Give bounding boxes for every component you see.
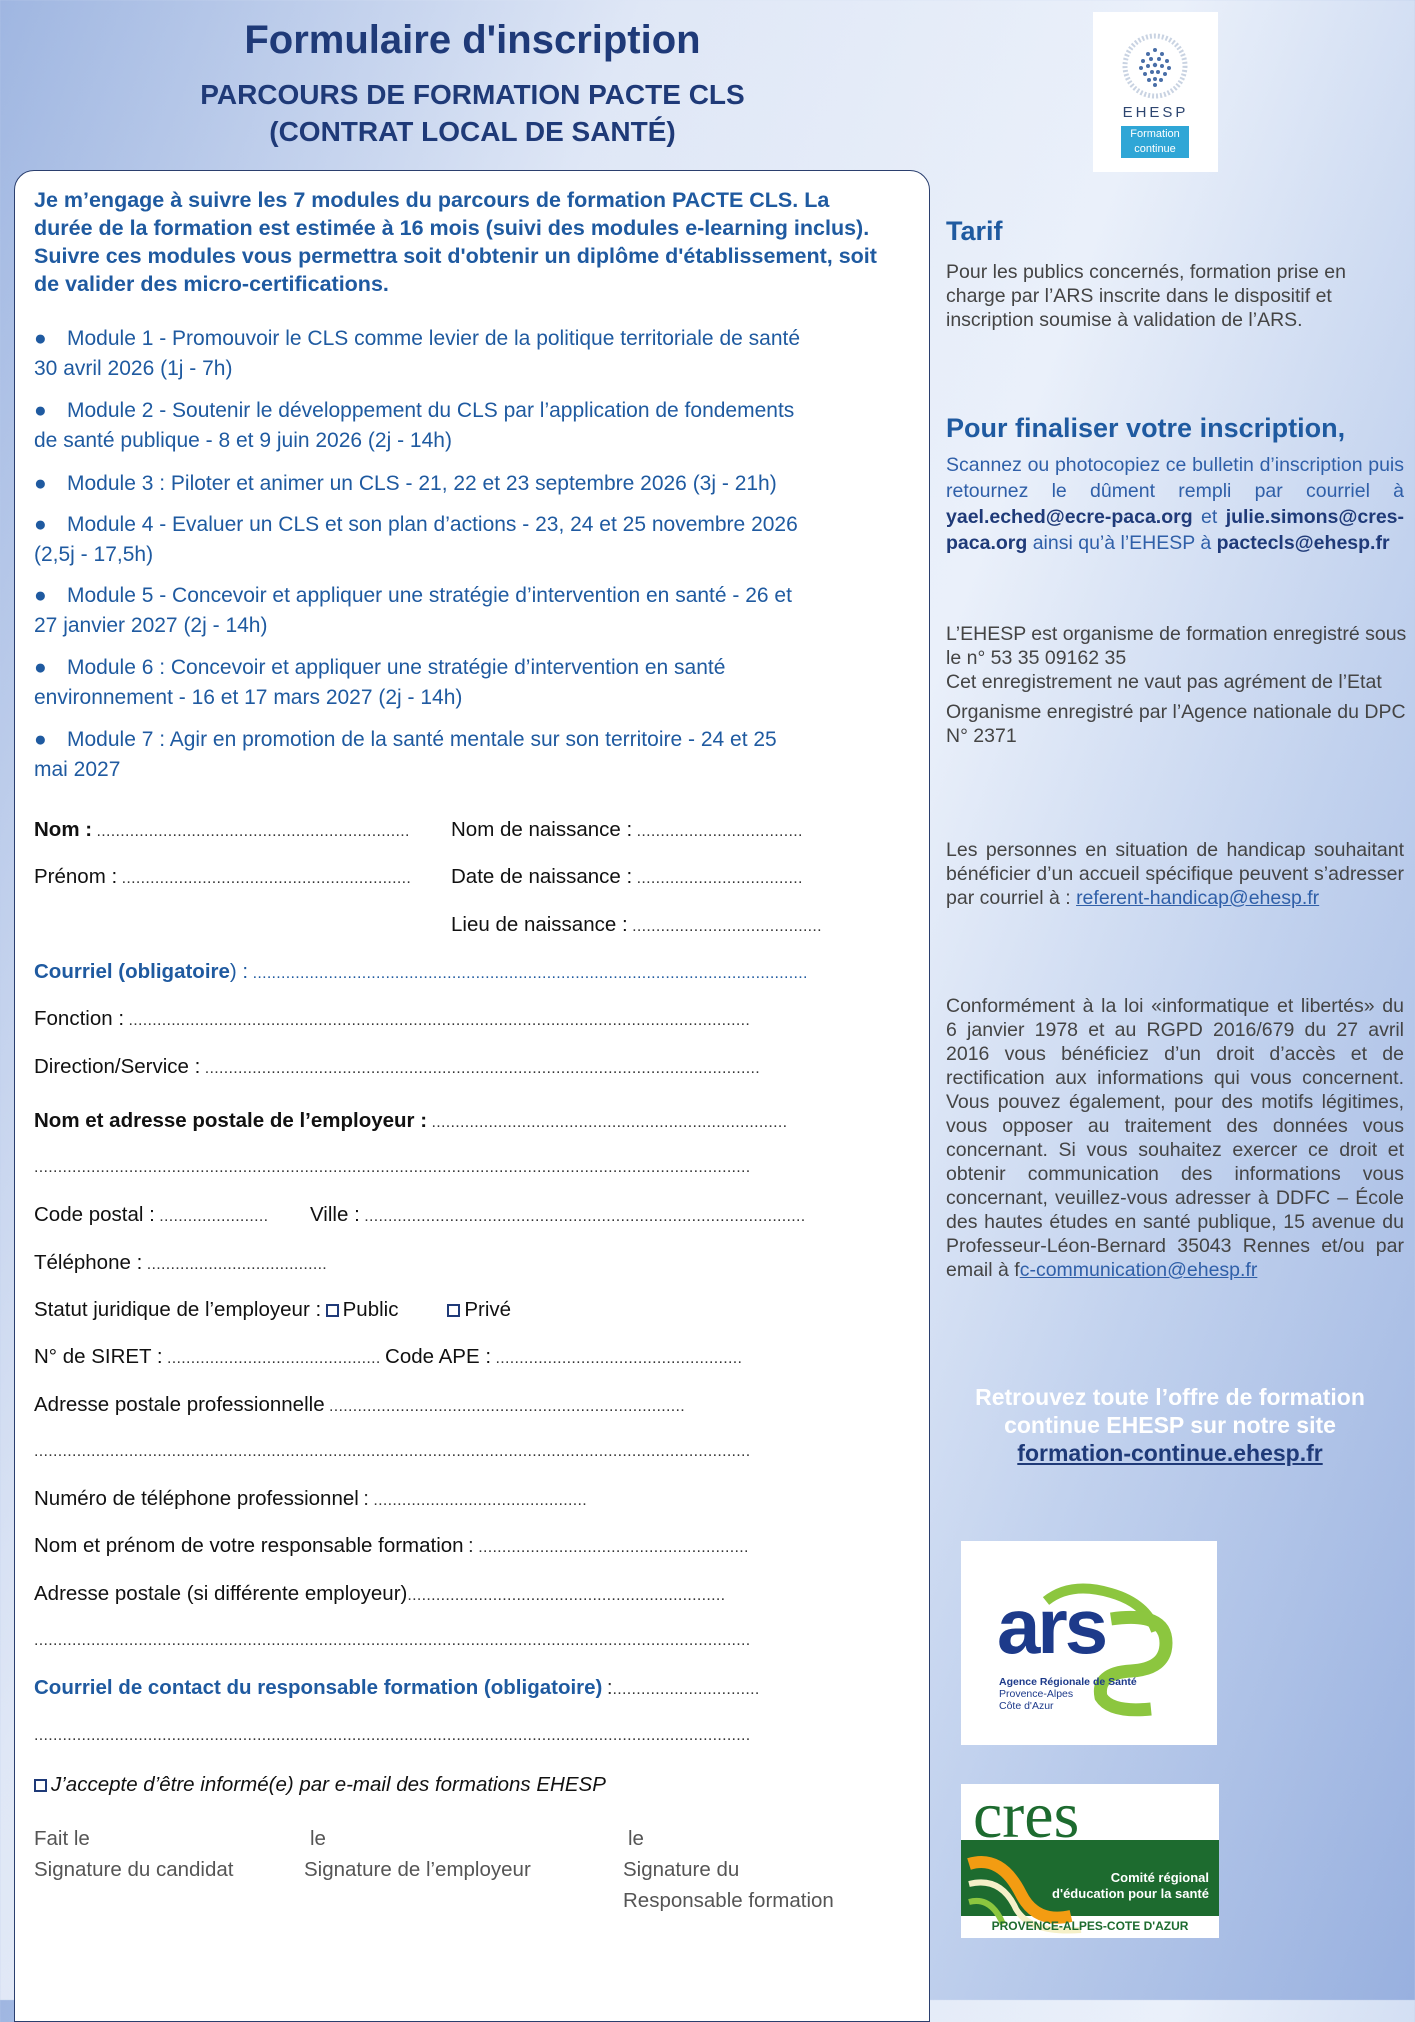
offre-line-1: Retrouvez toute l’offre de formation bbox=[975, 1384, 1365, 1410]
field-tel-pro[interactable]: Numéro de téléphone professionnel : ............................................. bbox=[34, 1487, 587, 1510]
field-code-postal[interactable]: Code postal : ....................... bbox=[34, 1203, 269, 1226]
org-line-2: Cet enregistrement ne vaut pas agrément de l’Etat bbox=[946, 671, 1382, 693]
label-telephone: Téléphone : bbox=[34, 1251, 143, 1274]
rgpd-email[interactable]: c-communication@ehesp.fr bbox=[1019, 1259, 1258, 1281]
tarif-text: Pour les publics concernés, formation prise en charge par l’ARS inscrite dans le dispositif et inscription soumise à validation de l’ARS. bbox=[946, 261, 1346, 331]
label-le-2: le bbox=[628, 1827, 644, 1850]
label-date-naissance: Date de naissance : bbox=[451, 865, 633, 888]
label-fait-le: Fait le bbox=[34, 1827, 90, 1850]
finaliser-ainsi: ainsi qu’à l’EHESP à bbox=[1032, 532, 1212, 554]
label-le-1: le bbox=[310, 1827, 326, 1850]
module-5-line-2: 27 janvier 2027 (2j - 14h) bbox=[34, 614, 268, 637]
module-item: ● Module 5 - Concevoir et appliquer une stratégie d’intervention en santé - 26 et 27 janvier 2027 (2j - 14h) bbox=[34, 581, 904, 641]
label-tel-pro: Numéro de téléphone professionnel bbox=[34, 1487, 359, 1510]
module-6-line-1: Module 6 : Concevoir et appliquer une stratégie d’intervention en santé bbox=[67, 656, 726, 679]
badge-line-1: Formation bbox=[1130, 128, 1180, 140]
org-line-3: Organisme enregistré par l’Agence nationale du DPC N° 2371 bbox=[946, 701, 1406, 747]
label-nom: Nom : bbox=[34, 818, 93, 841]
label-siret: N° de SIRET : bbox=[34, 1345, 163, 1368]
label-responsable: Nom et prénom de votre responsable formation bbox=[34, 1534, 464, 1557]
label-adresse-pro: Adresse postale professionnelle bbox=[34, 1393, 325, 1416]
label-ape: Code APE : bbox=[385, 1345, 492, 1368]
org-line-1: L’EHESP est organisme de formation enregistré sous le n° 53 35 09162 35 bbox=[946, 623, 1407, 669]
label-prenom: Prénom : bbox=[34, 865, 118, 888]
field-nom-naissance[interactable]: Nom de naissance : ................................... bbox=[451, 818, 803, 841]
module-1-line-2: 30 avril 2026 (1j - 7h) bbox=[34, 357, 233, 380]
module-5-line-1: Module 5 - Concevoir et appliquer une stratégie d’intervention en santé - 26 et bbox=[67, 584, 792, 607]
field-date-naissance[interactable]: Date de naissance : ................................... bbox=[451, 865, 803, 888]
ars-sub-3: Côte d'Azur bbox=[999, 1700, 1054, 1712]
offre-line-2: continue EHESP sur notre site bbox=[1004, 1412, 1336, 1438]
module-item: ● Module 4 - Evaluer un CLS et son plan d’actions - 23, 24 et 25 novembre 2026 (2,5j - 17,5h) bbox=[34, 510, 904, 570]
label-public: Public bbox=[342, 1298, 399, 1321]
field-employeur-line-2[interactable]: ....................................................................................................................................................... bbox=[34, 1159, 751, 1176]
intro-text: Je m’engage à suivre les 7 modules du parcours de formation PACTE CLS. La durée de la formation est estimée à 16 mois (suivi des modules e-learning inclus). Suivre ces modules vous permettra soit d'obtenir un diplôme d'établissement, soit de valider des micro-certifications. bbox=[34, 188, 877, 296]
label-adresse-diff: Adresse postale (si différente employeur) bbox=[34, 1582, 408, 1605]
field-statut bbox=[34, 1295, 511, 1327]
label-ville: Ville : bbox=[310, 1203, 360, 1226]
signature-employeur bbox=[304, 1823, 531, 1885]
ehesp-logo bbox=[1093, 12, 1218, 172]
rgpd-text: Conformément à la loi «informatique et libertés» du 6 janvier 1978 et au RGPD 2016/679 du 27 avril 2016 vous bénéficiez d’un droit d’accès et de rectification aux informations qui vous concernent. Vous pouvez également, pour des motifs légitimes, vous opposer au traitement des données vous concernant. Si vous souhaitez exercer ce droit et obtenir communication des informations vous concernant, veuillez-vous adresser à DDFC – École des hautes études en santé publique, 15 avenue du Professeur-Léon-Bernard 35043 Rennes et/ou par email à f bbox=[946, 995, 1404, 1281]
label-code-postal: Code postal : bbox=[34, 1203, 155, 1226]
field-lieu-naissance[interactable]: Lieu de naissance : ........................................ bbox=[451, 913, 822, 936]
field-ville[interactable]: Ville : ............................................................................................. bbox=[310, 1203, 806, 1226]
ars-sub-1: Agence Régionale de Santé bbox=[999, 1676, 1137, 1688]
handicap-info bbox=[946, 838, 1404, 910]
module-7-line-2: mai 2027 bbox=[34, 758, 121, 781]
checkbox-prive-icon[interactable] bbox=[447, 1304, 460, 1317]
checkbox-public[interactable] bbox=[326, 1298, 399, 1321]
signature-candidat bbox=[34, 1823, 233, 1885]
email-julie[interactable]: julie.simons@cres-paca.org bbox=[946, 506, 1405, 554]
cres-sub-1: Comité régional bbox=[1110, 1870, 1209, 1885]
cres-sub bbox=[1052, 1870, 1209, 1902]
ehesp-emblem-icon bbox=[1117, 30, 1193, 102]
checkbox-accept-icon[interactable] bbox=[34, 1779, 47, 1792]
module-3-line-1: Module 3 : Piloter et animer un CLS - 21, 22 et 23 septembre 2026 (3j - 21h) bbox=[67, 472, 777, 495]
field-adresse-diff[interactable]: Adresse postale (si différente employeur)................................................................... bbox=[34, 1582, 726, 1605]
field-adresse-diff-line-2[interactable]: ....................................................................................................................................................... bbox=[34, 1632, 751, 1649]
label-accept: J’accepte d’être informé(e) par e-mail des formations EHESP bbox=[51, 1773, 606, 1796]
finaliser-et: et bbox=[1201, 506, 1218, 528]
ehesp-logo-name: EHESP bbox=[1122, 104, 1189, 121]
module-7-line-1: Module 7 : Agir en promotion de la santé mentale sur son territoire - 24 et 25 bbox=[67, 728, 777, 751]
email-yael[interactable]: yael.eched@ecre-paca.org bbox=[946, 506, 1193, 528]
module-item: ● Module 2 - Soutenir le développement du CLS par l’application de fondements de santé publique - 8 et 9 juin 2026 (2j - 14h) bbox=[34, 396, 904, 456]
finaliser-text bbox=[946, 452, 1404, 556]
ehesp-logo-badge bbox=[1121, 126, 1189, 158]
field-prenom[interactable]: Prénom : ............................................................. bbox=[34, 865, 412, 888]
offre-promo bbox=[930, 1383, 1410, 1467]
cres-logo bbox=[961, 1779, 1219, 1938]
field-direction[interactable]: Direction/Service : ..................................................................................................................... bbox=[34, 1055, 760, 1078]
offre-url-link[interactable]: formation-continue.ehesp.fr bbox=[1017, 1440, 1323, 1466]
handicap-email[interactable]: referent-handicap@ehesp.fr bbox=[1076, 887, 1320, 909]
label-prive: Privé bbox=[464, 1298, 512, 1321]
field-fonction[interactable]: Fonction : ................................................................................................................................... bbox=[34, 1007, 751, 1030]
label-courriel: Courriel (obligatoire bbox=[34, 960, 230, 983]
ars-sub bbox=[999, 1676, 1137, 1712]
module-4-line-1: Module 4 - Evaluer un CLS et son plan d’actions - 23, 24 et 25 novembre 2026 bbox=[67, 513, 798, 536]
email-pactecls[interactable]: pactecls@ehesp.fr bbox=[1216, 532, 1390, 554]
field-courriel[interactable]: Courriel (obligatoire) : ..................................................................................................................... bbox=[34, 960, 808, 983]
label-nom-naissance: Nom de naissance : bbox=[451, 818, 633, 841]
label-courriel-resp: Courriel de contact du responsable formation (obligatoire) bbox=[34, 1676, 603, 1699]
finaliser-title: Pour finaliser votre inscription, bbox=[946, 413, 1346, 443]
label-sig-candidat: Signature du candidat bbox=[34, 1858, 234, 1881]
badge-line-2: continue bbox=[1134, 143, 1176, 155]
label-statut: Statut juridique de l’employeur : bbox=[34, 1298, 322, 1321]
field-adresse-pro[interactable]: Adresse postale professionnelle ........................................................................... bbox=[34, 1393, 685, 1416]
module-4-line-2: (2,5j - 17,5h) bbox=[34, 543, 154, 566]
org-info bbox=[946, 622, 1408, 748]
label-direction: Direction/Service : bbox=[34, 1055, 201, 1078]
field-adresse-pro-line-2[interactable]: ....................................................................................................................................................... bbox=[34, 1443, 751, 1460]
rgpd-info bbox=[946, 994, 1404, 1282]
tarif-title: Tarif bbox=[946, 216, 1003, 246]
label-sig-employeur: Signature de l’employeur bbox=[304, 1858, 531, 1881]
label-employeur: Nom et adresse postale de l’employeur : bbox=[34, 1109, 428, 1132]
module-item: ● Module 3 : Piloter et animer un CLS - 21, 22 et 23 septembre 2026 (3j - 21h) bbox=[34, 472, 777, 495]
subtitle-line-1: PARCOURS DE FORMATION PACTE CLS bbox=[200, 79, 745, 110]
cres-sub-2: d'éducation pour la santé bbox=[1052, 1886, 1209, 1901]
label-courriel-resp-colon: : bbox=[606, 1676, 613, 1699]
finaliser-intro: Scannez ou photocopiez ce bulletin d’inscription puis retournez le dûment rempli par courriel à bbox=[946, 454, 1404, 502]
field-employeur[interactable]: Nom et adresse postale de l’employeur : ........................................................................... bbox=[34, 1109, 788, 1132]
checkbox-public-icon[interactable] bbox=[326, 1304, 339, 1317]
label-tel-pro-colon: : bbox=[363, 1487, 369, 1510]
module-6-line-2: environnement - 16 et 17 mars 2027 (2j - 14h) bbox=[34, 686, 463, 709]
form-subtitle bbox=[0, 76, 945, 150]
label-lieu-naissance: Lieu de naissance : bbox=[451, 913, 628, 936]
module-2-line-1: Module 2 - Soutenir le développement du CLS par l’application de fondements bbox=[67, 399, 795, 422]
signature-responsable bbox=[623, 1823, 834, 1916]
handicap-text: Les personnes en situation de handicap souhaitant bénéficier d’un accueil spécifique peuvent s’adresser par courriel à : bbox=[946, 839, 1404, 909]
module-2-line-2: de santé publique - 8 et 9 juin 2026 (2j - 14h) bbox=[34, 429, 452, 452]
label-sig-resp-2: Responsable formation bbox=[623, 1889, 834, 1912]
module-1-line-1: Module 1 - Promouvoir le CLS comme levier de la politique territoriale de santé bbox=[67, 327, 801, 350]
ars-sub-2: Provence-Alpes bbox=[999, 1688, 1074, 1700]
field-responsable[interactable]: Nom et prénom de votre responsable formation : ......................................................... bbox=[34, 1534, 749, 1557]
module-item: ● Module 6 : Concevoir et appliquer une stratégie d’intervention en santé environnement - 16 et 17 mars 2027 (2j - 14h) bbox=[34, 653, 904, 713]
ars-name: ars bbox=[997, 1582, 1106, 1670]
cres-sub-3: PROVENCE-ALPES-COTE D'AZUR bbox=[991, 1919, 1189, 1933]
field-courriel-resp-line-2[interactable]: ....................................................................................................................................................... bbox=[34, 1727, 751, 1744]
subtitle-line-2: (CONTRAT LOCAL DE SANTÉ) bbox=[269, 116, 676, 147]
accept-newsletter[interactable] bbox=[34, 1770, 606, 1802]
module-item: ● Module 1 - Promouvoir le CLS comme levier de la politique territoriale de santé 30 avril 2026 (1j - 7h) bbox=[34, 324, 904, 384]
ars-logo bbox=[961, 1541, 1217, 1745]
label-fonction: Fonction : bbox=[34, 1007, 125, 1030]
label-courriel-end: ) : bbox=[229, 960, 249, 983]
module-item: ● Module 7 : Agir en promotion de la santé mentale sur son territoire - 24 et 25 mai 2027 bbox=[34, 725, 904, 785]
label-sig-resp-1: Signature du bbox=[623, 1858, 740, 1881]
field-siret[interactable]: N° de SIRET : ............................................. Code APE : .................................................... bbox=[34, 1345, 743, 1368]
form-title: Formulaire d'inscription bbox=[244, 18, 701, 62]
label-responsable-colon: : bbox=[468, 1534, 474, 1557]
field-courriel-resp[interactable]: Courriel de contact du responsable formation (obligatoire) :............................... bbox=[34, 1676, 760, 1699]
cres-name: cres bbox=[973, 1779, 1080, 1852]
checkbox-prive[interactable] bbox=[447, 1298, 512, 1321]
field-telephone[interactable]: Téléphone : ...................................... bbox=[34, 1251, 328, 1274]
field-nom[interactable]: Nom : .................................................................. bbox=[34, 818, 410, 841]
